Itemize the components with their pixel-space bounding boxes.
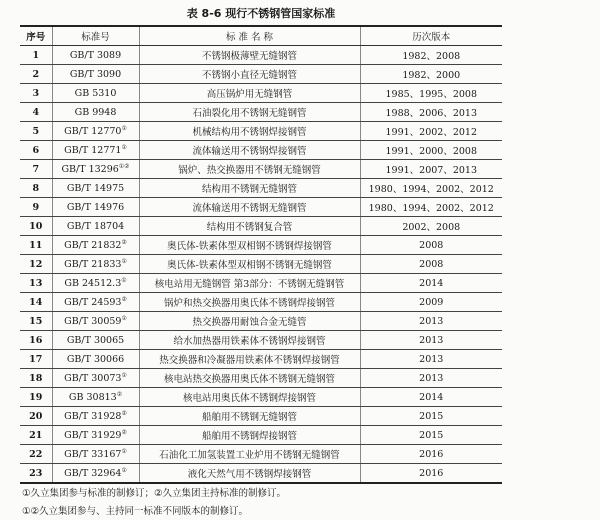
row-no: 6	[20, 141, 52, 160]
standard-code: GB/T 31929	[64, 430, 122, 442]
row-name: 核电站用奥氏体不锈钢焊接钢管	[139, 388, 360, 407]
table-row	[20, 426, 502, 445]
row-versions: 1980、1994、2002、2012	[360, 198, 502, 217]
row-no: 2	[20, 65, 52, 84]
row-code	[52, 122, 139, 141]
row-code	[52, 426, 139, 445]
standard-code: GB 30813	[68, 392, 117, 404]
footnote-mark: ②	[121, 238, 127, 246]
table-row	[20, 141, 502, 160]
row-no: 23	[20, 464, 52, 484]
row-no: 18	[20, 369, 52, 388]
standard-code: GB 9948	[74, 107, 117, 119]
row-no: 21	[20, 426, 52, 445]
row-no: 20	[20, 407, 52, 426]
row-code	[52, 407, 139, 426]
header-no: 序号	[20, 26, 52, 46]
table-row	[20, 312, 502, 331]
row-code	[52, 217, 139, 236]
row-name: 锅炉和热交换器用奥氏体不锈钢焊接钢管	[139, 293, 360, 312]
row-versions: 2009	[360, 293, 502, 312]
row-name: 核电站热交换器用奥氏体不锈钢无缝钢管	[139, 369, 360, 388]
row-name: 机械结构用不锈钢焊接钢管	[139, 122, 360, 141]
standard-code: GB/T 18704	[66, 221, 125, 233]
standard-code: GB 5310	[74, 88, 117, 100]
row-no: 14	[20, 293, 52, 312]
footnote-1: ①久立集团参与标准的制修订；②久立集团主持标准的制修订。	[22, 488, 287, 499]
table-row	[20, 369, 502, 388]
table-row	[20, 179, 502, 198]
row-name: 液化天然气用不锈钢焊接钢管	[139, 464, 360, 484]
row-name: 高压锅炉用无缝钢管	[139, 84, 360, 103]
row-code	[52, 350, 139, 369]
table-row	[20, 293, 502, 312]
row-name: 流体输送用不锈钢焊接钢管	[139, 141, 360, 160]
row-no: 11	[20, 236, 52, 255]
table-row	[20, 236, 502, 255]
footnote-mark: ②	[116, 390, 123, 398]
row-code	[52, 312, 139, 331]
row-no: 17	[20, 350, 52, 369]
table-row	[20, 274, 502, 293]
row-no: 15	[20, 312, 52, 331]
row-versions: 2016	[360, 464, 502, 484]
table-row	[20, 464, 502, 484]
table-row	[20, 407, 502, 426]
table-row	[20, 46, 502, 65]
standard-code: GB/T 21832	[64, 240, 122, 252]
row-name: 石油裂化用不锈钢无缝钢管	[139, 103, 360, 122]
footnote-mark: ②	[121, 428, 127, 436]
row-versions: 2013	[360, 312, 502, 331]
row-versions: 2013	[360, 369, 502, 388]
row-no: 8	[20, 179, 52, 198]
footnote-mark: ①	[121, 371, 127, 379]
table-row	[20, 65, 502, 84]
table-row	[20, 350, 502, 369]
standard-code: GB/T 13296	[61, 164, 119, 176]
table-row	[20, 160, 502, 179]
standards-table	[20, 25, 502, 484]
row-versions: 2015	[360, 426, 502, 445]
header-versions: 历次版本	[360, 26, 502, 46]
footnote-mark: ①	[121, 466, 127, 474]
table-row	[20, 103, 502, 122]
footnote-mark: ①	[121, 447, 127, 455]
row-versions: 2016	[360, 445, 502, 464]
row-name: 船舶用不锈钢焊接钢管	[139, 426, 360, 445]
row-versions: 2013	[360, 331, 502, 350]
standard-code: GB/T 21833	[64, 259, 122, 271]
footnote-mark: ②	[121, 295, 127, 303]
footnote-mark: ①	[121, 124, 127, 132]
table-row	[20, 198, 502, 217]
row-versions: 1988、2006、2013	[360, 103, 502, 122]
row-code	[52, 141, 139, 160]
row-versions: 1980、1994、2002、2012	[360, 179, 502, 198]
row-no: 1	[20, 46, 52, 65]
row-name: 结构用不锈钢无缝钢管	[139, 179, 360, 198]
row-versions: 2008	[360, 236, 502, 255]
row-no: 16	[20, 331, 52, 350]
row-code	[52, 179, 139, 198]
standard-code: GB/T 12771	[64, 145, 122, 157]
standard-code: GB/T 30073	[64, 373, 122, 385]
footnote-mark: ①	[121, 143, 127, 151]
row-no: 5	[20, 122, 52, 141]
row-code	[52, 103, 139, 122]
row-versions: 1985、1995、2008	[360, 84, 502, 103]
standard-code: GB/T 30059	[64, 316, 122, 328]
table-row	[20, 445, 502, 464]
row-code	[52, 445, 139, 464]
row-code	[52, 160, 139, 179]
footnote-mark: ①	[121, 276, 127, 284]
footnote-mark: ①②	[118, 162, 130, 170]
table-row	[20, 255, 502, 274]
row-name: 流体输送用不锈钢无缝钢管	[139, 198, 360, 217]
header-row	[20, 26, 502, 46]
row-versions: 1982、2008	[360, 46, 502, 65]
table-row	[20, 84, 502, 103]
row-no: 9	[20, 198, 52, 217]
row-code	[52, 388, 139, 407]
standard-code: GB/T 32964	[64, 468, 122, 480]
table-row	[20, 331, 502, 350]
row-versions: 2015	[360, 407, 502, 426]
table-row	[20, 122, 502, 141]
row-code	[52, 255, 139, 274]
footnote-mark: ①	[121, 314, 127, 322]
row-no: 19	[20, 388, 52, 407]
standard-code: GB/T 14975	[66, 183, 125, 195]
header-name: 标 准 名 称	[139, 26, 360, 46]
table-row	[20, 388, 502, 407]
row-name: 给水加热器用铁素体不锈钢焊接钢管	[139, 331, 360, 350]
row-name: 不锈钢小直径无缝钢管	[139, 65, 360, 84]
row-no: 4	[20, 103, 52, 122]
row-name: 热交换器和冷凝器用铁素体不锈钢焊接钢管	[139, 350, 360, 369]
row-name: 热交换器用耐蚀合金无缝管	[139, 312, 360, 331]
row-versions: 2014	[360, 274, 502, 293]
row-code	[52, 274, 139, 293]
footnote-2: ①②久立集团参与、主持同一标准不同版本的制修订。	[22, 506, 249, 517]
row-no: 3	[20, 84, 52, 103]
row-code	[52, 65, 139, 84]
row-no: 12	[20, 255, 52, 274]
row-versions: 2008	[360, 255, 502, 274]
row-code	[52, 198, 139, 217]
row-no: 7	[20, 160, 52, 179]
row-code	[52, 369, 139, 388]
row-no: 22	[20, 445, 52, 464]
row-name: 石油化工加氢装置工业炉用不锈钢无缝钢管	[139, 445, 360, 464]
row-name: 结构用不锈钢复合管	[139, 217, 360, 236]
row-name: 船舶用不锈钢无缝钢管	[139, 407, 360, 426]
row-code	[52, 84, 139, 103]
row-name: 锅炉、热交换器用不锈钢无缝钢管	[139, 160, 360, 179]
footnote-mark: ①	[121, 257, 127, 265]
row-no: 10	[20, 217, 52, 236]
header-code: 标准号	[52, 26, 139, 46]
standard-code: GB/T 14976	[66, 202, 125, 214]
standard-code: GB/T 30066	[66, 354, 125, 366]
table-row	[20, 217, 502, 236]
standard-code: GB/T 30065	[66, 335, 125, 347]
row-code	[52, 46, 139, 65]
footnote-mark: ②	[121, 409, 127, 417]
row-versions: 1982、2000	[360, 65, 502, 84]
row-versions: 2013	[360, 350, 502, 369]
standard-code: GB/T 3089	[69, 50, 122, 62]
row-versions: 1991、2007、2013	[360, 160, 502, 179]
row-code	[52, 464, 139, 484]
row-versions: 1991、2000、2008	[360, 141, 502, 160]
row-no: 13	[20, 274, 52, 293]
row-name: 奥氏体-铁素体型双相钢不锈钢焊接钢管	[139, 236, 360, 255]
standard-code: GB/T 31928	[64, 411, 122, 423]
standard-code: GB/T 33167	[64, 449, 122, 461]
standard-code: GB/T 24593	[64, 297, 122, 309]
standard-code: GB/T 3090	[69, 69, 122, 81]
row-versions: 2014	[360, 388, 502, 407]
row-code	[52, 293, 139, 312]
row-code	[52, 236, 139, 255]
row-name: 不锈钢极薄壁无缝钢管	[139, 46, 360, 65]
row-code	[52, 331, 139, 350]
row-versions: 1991、2002、2012	[360, 122, 502, 141]
row-name: 核电站用无缝钢管 第3部分：不锈钢无缝钢管	[139, 274, 360, 293]
table-title: 表 8-6 现行不锈钢管国家标准	[186, 7, 336, 20]
standard-code: GB 24512.3	[64, 278, 122, 290]
row-name: 奥氏体-铁素体型双相钢不锈钢无缝钢管	[139, 255, 360, 274]
row-versions: 2002、2008	[360, 217, 502, 236]
standard-code: GB/T 12770	[64, 126, 122, 138]
